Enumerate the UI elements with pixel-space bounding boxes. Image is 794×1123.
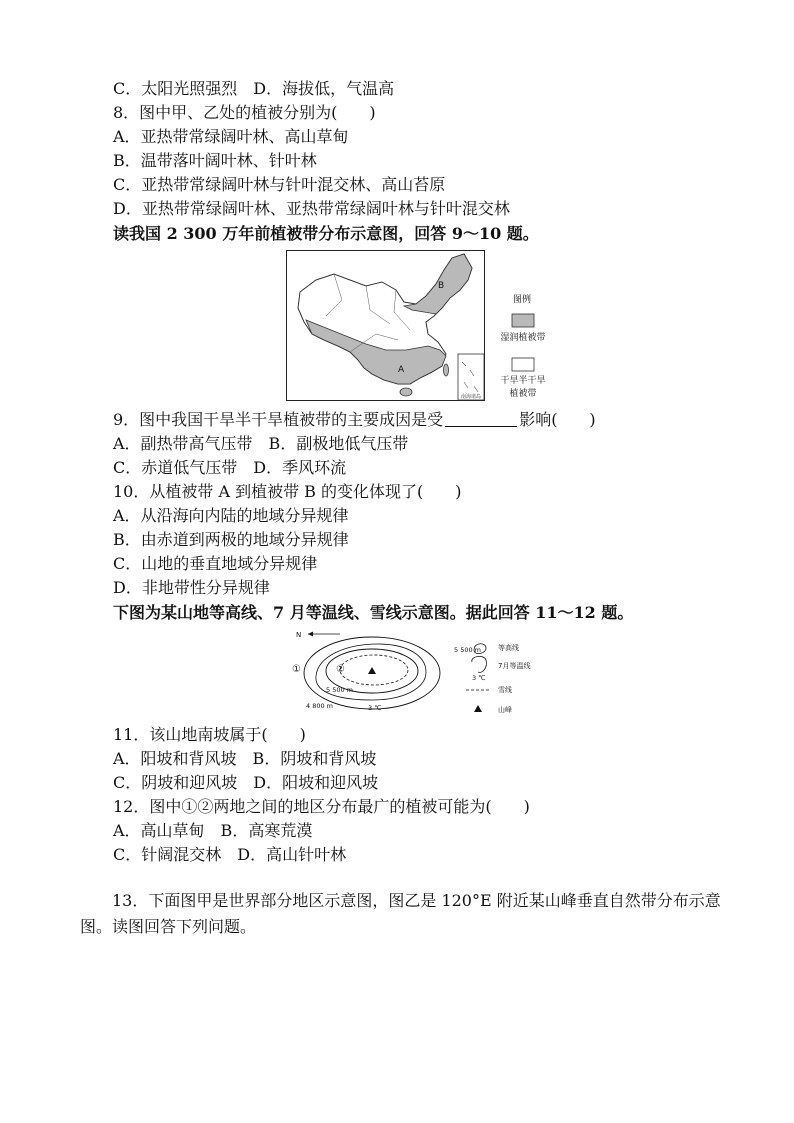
peak-icon xyxy=(368,667,376,674)
q10-option-c: C．山地的垂直地域分异规律 xyxy=(113,554,318,573)
vegetation-map-figure xyxy=(286,250,566,406)
isotherm-label: 3 ℃ xyxy=(368,704,382,712)
q9-blank xyxy=(445,410,517,427)
legend-isotherm-label: 7月等温线 xyxy=(498,662,531,670)
q9-10-intro: 读我国 2 300 万年前植被带分布示意图，回答 9～10 题。 xyxy=(113,224,539,243)
north-label: N xyxy=(296,631,302,639)
legend-peak-icon xyxy=(474,705,482,712)
label-b: B xyxy=(438,281,445,291)
q10-option-d: D．非地带性分异规律 xyxy=(113,578,270,597)
label-a: A xyxy=(398,365,405,375)
point-1: ① xyxy=(292,664,301,675)
contour-4800-label: 4 800 m xyxy=(306,702,334,710)
q8-option-c: C．亚热带常绿阔叶林与针叶混交林、高山苔原 xyxy=(113,175,446,194)
q8-stem: 8．图中甲、乙处的植被分别为( ) xyxy=(113,103,376,122)
q9-stem xyxy=(113,408,596,432)
q8-option-b: B．温带落叶阔叶林、针叶林 xyxy=(113,151,317,170)
legend-peak-label: 山峰 xyxy=(498,706,512,714)
q10-option-b: B．由赤道到两极的地域分异规律 xyxy=(113,530,349,549)
q7-option-cd: C．太阳光照强烈 D．海拔低，气温高 xyxy=(113,79,395,98)
north-arrow-icon xyxy=(308,632,313,637)
q9-stem-before: 9．图中我国干旱半干旱植被带的主要成因是受 xyxy=(113,410,444,429)
point-2: ② xyxy=(336,664,345,675)
q8-option-a: A．亚热带常绿阔叶林、高山草甸 xyxy=(113,127,349,146)
q9-option-cd: C．赤道低气压带 D．季风环流 xyxy=(113,458,347,477)
inset-label: 南海诸岛 xyxy=(460,394,482,400)
contour-figure xyxy=(286,628,556,722)
q13-stem: 13．下面图甲是世界部分地区示意图，图乙是 120°E 附近某山峰垂直自然带分布示意图。读图回答下列问题。 xyxy=(80,891,721,936)
q12-option-ab: A．高山草甸 B．高寒荒漠 xyxy=(113,821,313,840)
q11-stem: 11．该山地南坡属于( ) xyxy=(113,725,306,744)
legend-contour-label: 等高线 xyxy=(498,644,519,652)
q11-option-cd: C．阴坡和迎风坡 D．阳坡和迎风坡 xyxy=(113,773,379,792)
legend-contour-value: 5 500 m xyxy=(454,646,482,654)
q12-option-cd: C．针阔混交林 D．高山针叶林 xyxy=(113,845,347,864)
q9-stem-after: 影响( ) xyxy=(519,410,596,429)
q9-option-ab: A．副热带高气压带 B．副极地低气压带 xyxy=(113,434,409,453)
snowline xyxy=(340,655,408,685)
q10-option-a: A．从沿海向内陆的地域分异规律 xyxy=(113,506,349,525)
legend-dry-label-2: 植被带 xyxy=(509,389,537,399)
legend-wet-swatch xyxy=(512,314,534,327)
contour-5500-label: 5 500 m xyxy=(326,686,354,694)
legend-dry-swatch xyxy=(512,358,534,371)
legend-title: 图例 xyxy=(512,295,532,305)
q10-stem: 10．从植被带 A 到植被带 B 的变化体现了( ) xyxy=(113,482,462,501)
legend-isotherm-icon xyxy=(472,656,487,672)
q11-12-intro: 下图为某山地等高线、7 月等温线、雪线示意图。据此回答 11～12 题。 xyxy=(113,603,634,622)
legend-dry-label-1: 干旱半干旱 xyxy=(500,376,546,386)
legend-wet-label: 湿润植被带 xyxy=(500,333,546,343)
q11-option-ab: A．阳坡和背风坡 B．阴坡和背风坡 xyxy=(113,749,377,768)
legend-snowline-label: 雪线 xyxy=(498,686,512,694)
q8-option-d: D．亚热带常绿阔叶林、亚热带常绿阔叶林与针叶混交林 xyxy=(113,199,510,218)
legend-isotherm-value: 3 ℃ xyxy=(472,674,486,682)
q12-stem: 12．图中①②两地之间的地区分布最广的植被可能为( ) xyxy=(113,797,530,816)
